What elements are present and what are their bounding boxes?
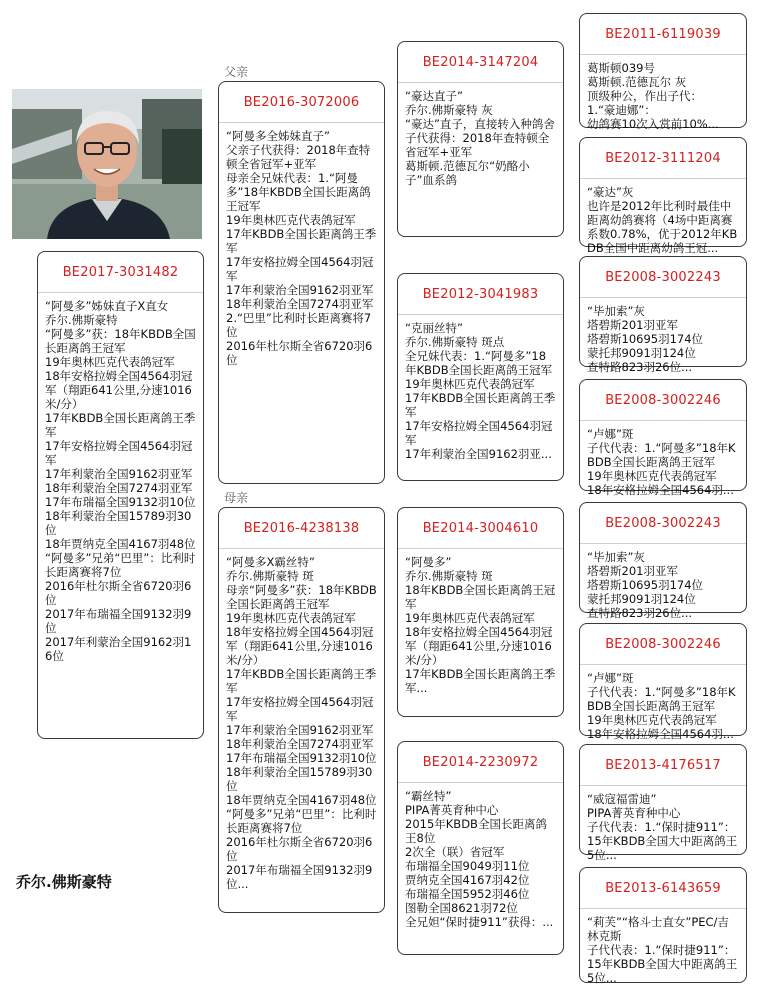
sire-description: “阿曼多全姊妹直子” 父亲子代获得：2018年查特顿全省冠军+亚军 母亲全兄妹代表：1.“阿曼多”18年KBDB全国长距离鸽王冠军 19年奥林匹克代表鸽冠军 17年KBDB全国长距离鸽王季军 17年安格拉姆全国4564羽冠军 17年利蒙治全国9162羽亚军 18年利蒙治全国7274羽亚军 2.“巴里”比利时长距离赛将7位 2016年杜尔斯全省6720羽6位	[226, 129, 377, 367]
owner-photo	[12, 89, 202, 239]
great-grandparent-ring-number: BE2008-3002243	[580, 503, 746, 544]
great-grandparent-card-8[interactable]	[579, 867, 747, 983]
father-label: 父亲	[224, 65, 249, 79]
great-grandparent-ring-number: BE2008-3002243	[580, 257, 746, 298]
subject-description: “阿曼多”姊妹直子X直女 乔尔.佛斯豪特 “阿曼多”获：18年KBDB全国长距离鸽王冠军 19年奥林匹克代表鸽冠军 18年安格拉姆全国4564羽冠军（翔距641公里,分速1016米/分） 17年KBDB全国长距离鸽王季军 17年安格拉姆全国4564羽冠军 17年利蒙治全国9162羽亚军 18年利蒙治全国7274羽亚军 17年布瑞福全国9132羽10位 18年利蒙治全国15789羽30位 18年贾纳克全国4167羽48位 “阿曼多”兄弟“巴里”：比利时长距离赛将7位 2016年杜尔斯全省6720羽6位 2017年布瑞福全国9132羽9位 2017年利蒙治全国9162羽16位	[45, 299, 196, 663]
great-grandparent-description: “毕加索”灰 塔碧斯201羽亚军 塔碧斯10695羽174位 蒙托邦9091羽124位 查特路823羽26位...	[587, 304, 704, 374]
grandsire-paternal-card[interactable]	[397, 41, 564, 237]
grandparent-ring-number: BE2014-3147204	[398, 42, 563, 83]
great-grandparent-description: “卢娜”斑 子代代表：1.“阿曼多”18年KBDB全国长距离鸽王冠军 19年奥林匹克代表鸽冠军 18年安格拉姆全国4564羽...	[587, 671, 736, 741]
grandparent-description: “霸丝特” PIPA菁英育种中心 2015年KBDB全国长距离鸽王8位 2次全（联）省冠军 布瑞福全国9049羽11位 贾纳克全国4167羽42位 布瑞福全国5952羽46位 图勒全国8621羽72位 全兄妲“保时捷911”获得：...	[405, 789, 554, 929]
great-grandparent-ring-number: BE2013-4176517	[580, 745, 746, 786]
subject-card[interactable]	[37, 251, 204, 739]
great-grandparent-ring-number: BE2008-3002246	[580, 380, 746, 421]
great-grandparent-description: “毕加索”灰 塔碧斯201羽亚军 塔碧斯10695羽174位 蒙托邦9091羽124位 查特路823羽26位...	[587, 550, 704, 620]
great-grandparent-description: “豪达”灰 也许是2012年比利时最佳中距离幼鸽赛将（4场中距离赛系数0.78%，优于2012年KBDB全国中距离幼鸽王冠...	[587, 185, 738, 255]
great-grandparent-ring-number: BE2008-3002246	[580, 624, 746, 665]
great-grandparent-description: 葛斯顿039号 葛斯顿.范德瓦尔 灰 顶级种公，作出子代： 1.“豪迪娜”： 幼鸽赛10次入赏前10%...	[587, 61, 719, 131]
dam-ring-number: BE2016-4238138	[219, 508, 384, 549]
grandparent-description: “克丽丝特” 乔尔.佛斯豪特 斑点 全兄妹代表：1.“阿曼多”18年KBDB全国长距离鸽王冠军 19年奥林匹克代表鸽冠军 17年KBDB全国长距离鸽王季军 17年安格拉姆全国4564羽冠军 17年利蒙治全国9162羽亚...	[405, 321, 556, 461]
great-grandparent-ring-number: BE2011-6119039	[580, 14, 746, 55]
great-grandparent-card-3[interactable]	[579, 256, 747, 374]
grandparent-ring-number: BE2014-3004610	[398, 508, 563, 549]
dam-description: “阿曼多X霸丝特” 乔尔.佛斯豪特 斑 母亲“阿曼多”获：18年KBDB全国长距离鸽王冠军 19年奥林匹克代表鸽冠军 18年安格拉姆全国4564羽冠军（翔距641公里,分速1016米/分） 17年KBDB全国长距离鸽王季军 17年安格拉姆全国4564羽冠军 17年利蒙治全国9162羽亚军 18年利蒙治全国7274羽亚军 17年布瑞福全国9132羽10位 18年利蒙治全国15789羽30位 18年贾纳克全国4167羽48位 “阿曼多”兄弟“巴里”：比利时长距离赛将7位 2016年杜尔斯全省6720羽6位 2017年布瑞福全国9132羽9位...	[226, 555, 377, 891]
great-grandparent-description: “莉芙”“格斗士直女”PEC/吉林克斯 子代代表：1.“保时捷911”：15年KBDB全国大中距离鸽王5位...	[587, 915, 738, 985]
grandparent-description: “阿曼多” 乔尔.佛斯豪特 斑 18年KBDB全国长距离鸽王冠军 19年奥林匹克代表鸽冠军 18年安格拉姆全国4564羽冠军（翔距641公里,分速1016米/分） 17年KBDB全国长距离鸽王季军...	[405, 555, 556, 695]
great-grandparent-card-1[interactable]	[579, 13, 747, 131]
great-grandparent-ring-number: BE2013-6143659	[580, 868, 746, 909]
great-grandparent-ring-number: BE2012-3111204	[580, 138, 746, 179]
great-grandparent-card-4[interactable]	[579, 379, 747, 497]
great-grandparent-card-2[interactable]	[579, 137, 747, 255]
dam-card[interactable]	[218, 507, 385, 913]
great-grandparent-description: “威寇福雷迪” PIPA菁英育种中心 子代代表：1.“保时捷911”：15年KBDB全国大中距离鸽王5位...	[587, 792, 738, 862]
sire-ring-number: BE2016-3072006	[219, 82, 384, 123]
granddam-maternal-card[interactable]	[397, 741, 564, 955]
subject-ring-number: BE2017-3031482	[38, 252, 203, 293]
granddam-paternal-card[interactable]	[397, 273, 564, 481]
great-grandparent-card-7[interactable]	[579, 744, 747, 862]
great-grandparent-card-5[interactable]	[579, 502, 747, 620]
grandparent-ring-number: BE2014-2230972	[398, 742, 563, 783]
great-grandparent-card-6[interactable]	[579, 623, 747, 741]
great-grandparent-description: “卢娜”斑 子代代表：1.“阿曼多”18年KBDB全国长距离鸽王冠军 19年奥林匹克代表鸽冠军 18年安格拉姆全国4564羽...	[587, 427, 736, 497]
sire-card[interactable]	[218, 81, 385, 484]
grandparent-ring-number: BE2012-3041983	[398, 274, 563, 315]
grandparent-description: “豪达直子” 乔尔.佛斯豪特 灰 “豪达”直子，直接转入种鸽舍 子代获得：2018年查特顿全省冠军+亚军 葛斯顿.范德瓦尔“奶酪小子”血系鸽	[405, 89, 555, 187]
owner-name: 乔尔.佛斯豪特	[16, 873, 112, 891]
mother-label: 母亲	[224, 491, 249, 505]
grandsire-maternal-card[interactable]	[397, 507, 564, 717]
